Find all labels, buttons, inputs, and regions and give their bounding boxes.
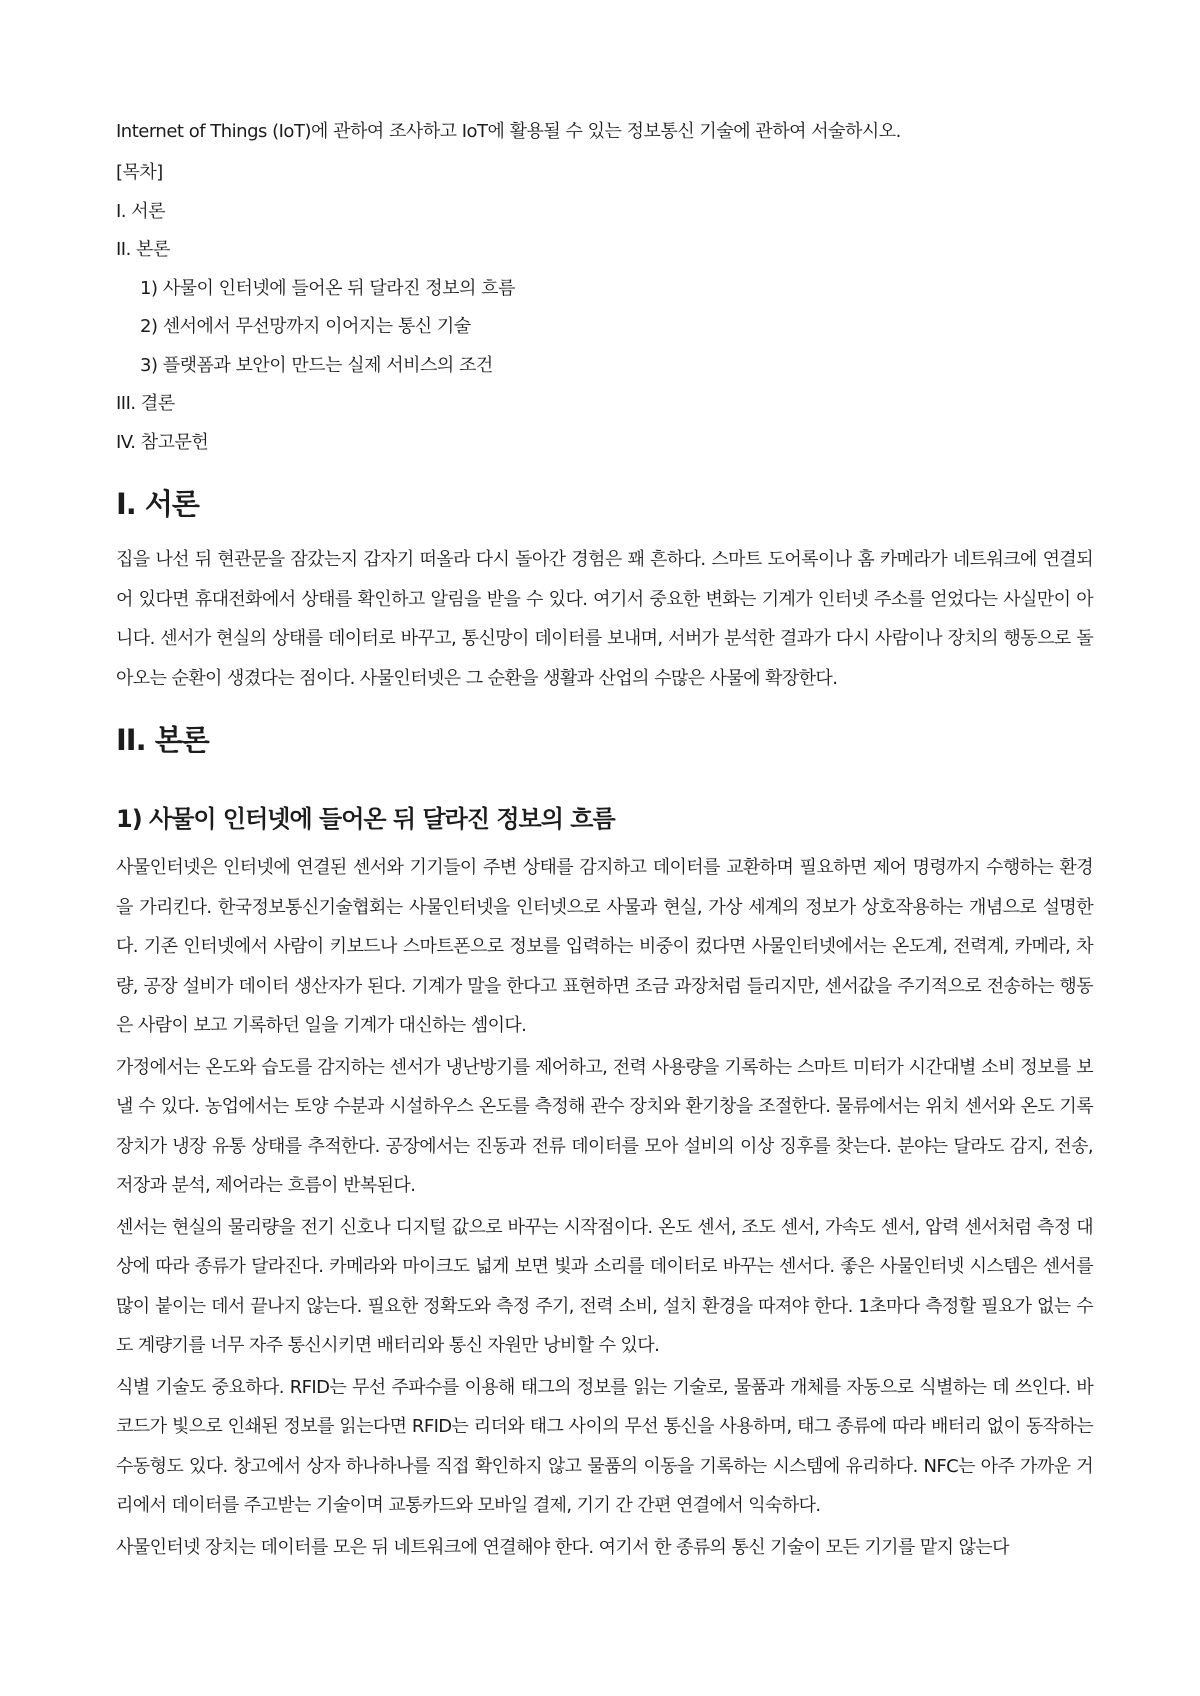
toc-label: [목차] bbox=[116, 162, 163, 183]
table-of-contents bbox=[116, 154, 1093, 462]
toc-item-body-sub-2: 2) 센서에서 무선망까지 이어지는 통신 기술 bbox=[140, 316, 471, 337]
body-paragraph: 센서는 현실의 물리량을 전기 신호나 디지털 값으로 바꾸는 시작점이다. 온도 센서, 조도 센서, 가속도 센서, 압력 센서처럼 측정 대상에 따라 종류가 달라진다. 카메라와 마이크도 넓게 보면 빛과 소리를 데이터로 바꾸는 센서다. 좋은 사물인터넷 시스템은 센서를 많이 붙이는 데서 끝나지 않는다. 필요한 정확도와 측정 주기, 전력 소비, 설치 환경을 따져야 한다. 1초마다 측정할 필요가 없는 수도 계량기를 너무 자주 통신시키면 배터리와 통신 자원만 낭비할 수 있다. bbox=[116, 1216, 1093, 1356]
body-paragraph: 사물인터넷은 인터넷에 연결된 센서와 기기들이 주변 상태를 감지하고 데이터를 교환하며 필요하면 제어 명령까지 수행하는 환경을 가리킨다. 한국정보통신기술협회는 사물인터넷을 인터넷으로 사물과 현실, 가상 세계의 정보가 상호작용하는 개념으로 설명한다. 기존 인터넷에서 사람이 키보드나 스마트폰으로 정보를 입력하는 비중이 컸다면 사물인터넷에서는 온도계, 전력계, 카메라, 차량, 공장 설비가 데이터 생산자가 된다. 기계가 말을 한다고 표현하면 조금 과장처럼 들리지만, 센서값을 주기적으로 전송하는 행동은 사람이 보고 기록하던 일을 기계가 대신하는 셈이다. bbox=[116, 857, 1093, 1036]
body-paragraph: 식별 기술도 중요하다. RFID는 무선 주파수를 이용해 태그의 정보를 읽는 기술로, 물품과 개체를 자동으로 식별하는 데 쓰인다. 바코드가 빛으로 인쇄된 정보를 읽는다면 RFID는 리더와 태그 사이의 무선 통신을 사용하며, 태그 종류에 따라 배터리 없이 동작하는 수동형도 있다. 창고에서 상자 하나하나를 직접 확인하지 않고 물품의 이동을 기록하는 시스템에 유리하다. NFC는 아주 가까운 거리에서 데이터를 주고받는 기술이며 교통카드와 모바일 결제, 기기 간 간편 연결에서 익숙하다. bbox=[116, 1376, 1093, 1516]
toc-item-body-sub-3: 3) 플랫폼과 보안이 만드는 실제 서비스의 조건 bbox=[140, 354, 493, 376]
subsection-heading-1: 1) 사물이 인터넷에 들어온 뒤 달라진 정보의 흐름 bbox=[116, 805, 615, 833]
toc-item-body: II. 본론 bbox=[116, 239, 170, 260]
introduction-paragraph: 집을 나선 뒤 현관문을 잠갔는지 갑자기 떠올라 다시 돌아간 경험은 꽤 흔하다. 스마트 도어록이나 홈 카메라가 네트워크에 연결되어 있다면 휴대전화에서 상태를 확인하고 알림을 받을 수 있다. 여기서 중요한 변화는 기계가 인터넷 주소를 얻었다는 사실만이 아니다. 센서가 현실의 상태를 데이터로 바꾸고, 통신망이 데이터를 보내며, 서버가 분석한 결과가 다시 사람이나 장치의 행동으로 돌아오는 순환이 생겼다는 점이다. 사물인터넷은 그 순환을 생활과 산업의 수많은 사물에 확장한다. bbox=[116, 549, 1093, 689]
body-paragraph: 가정에서는 온도와 습도를 감지하는 센서가 냉난방기를 제어하고, 전력 사용량을 기록하는 스마트 미터가 시간대별 소비 정보를 보낼 수 있다. 농업에서는 토양 수분과 시설하우스 온도를 측정해 관수 장치와 환기창을 조절한다. 물류에서는 위치 센서와 온도 기록 장치가 냉장 유통 상태를 추적한다. 공장에서는 진동과 전류 데이터를 모아 설비의 이상 징후를 찾는다. 분야는 달라도 감지, 전송, 저장과 분석, 제어라는 흐름이 반복된다. bbox=[116, 1056, 1093, 1196]
assignment-prompt: Internet of Things (IoT)에 관하여 조사하고 IoT에 활용될 수 있는 정보통신 기술에 관하여 서술하시오. bbox=[116, 121, 901, 142]
toc-item-body-sub-1: 1) 사물이 인터넷에 들어온 뒤 달라진 정보의 흐름 bbox=[140, 277, 515, 299]
toc-item-conclusion: III. 결론 bbox=[116, 393, 175, 414]
body-paragraph: 사물인터넷 장치는 데이터를 모은 뒤 네트워크에 연결해야 한다. 여기서 한 종류의 통신 기술이 모든 기기를 맡지 않는다 bbox=[116, 1536, 1009, 1558]
section-heading-body: II. 본론 bbox=[116, 723, 209, 757]
toc-item-introduction: I. 서론 bbox=[116, 200, 166, 222]
toc-item-references: IV. 참고문헌 bbox=[116, 431, 209, 453]
section-heading-introduction: I. 서론 bbox=[116, 487, 199, 521]
